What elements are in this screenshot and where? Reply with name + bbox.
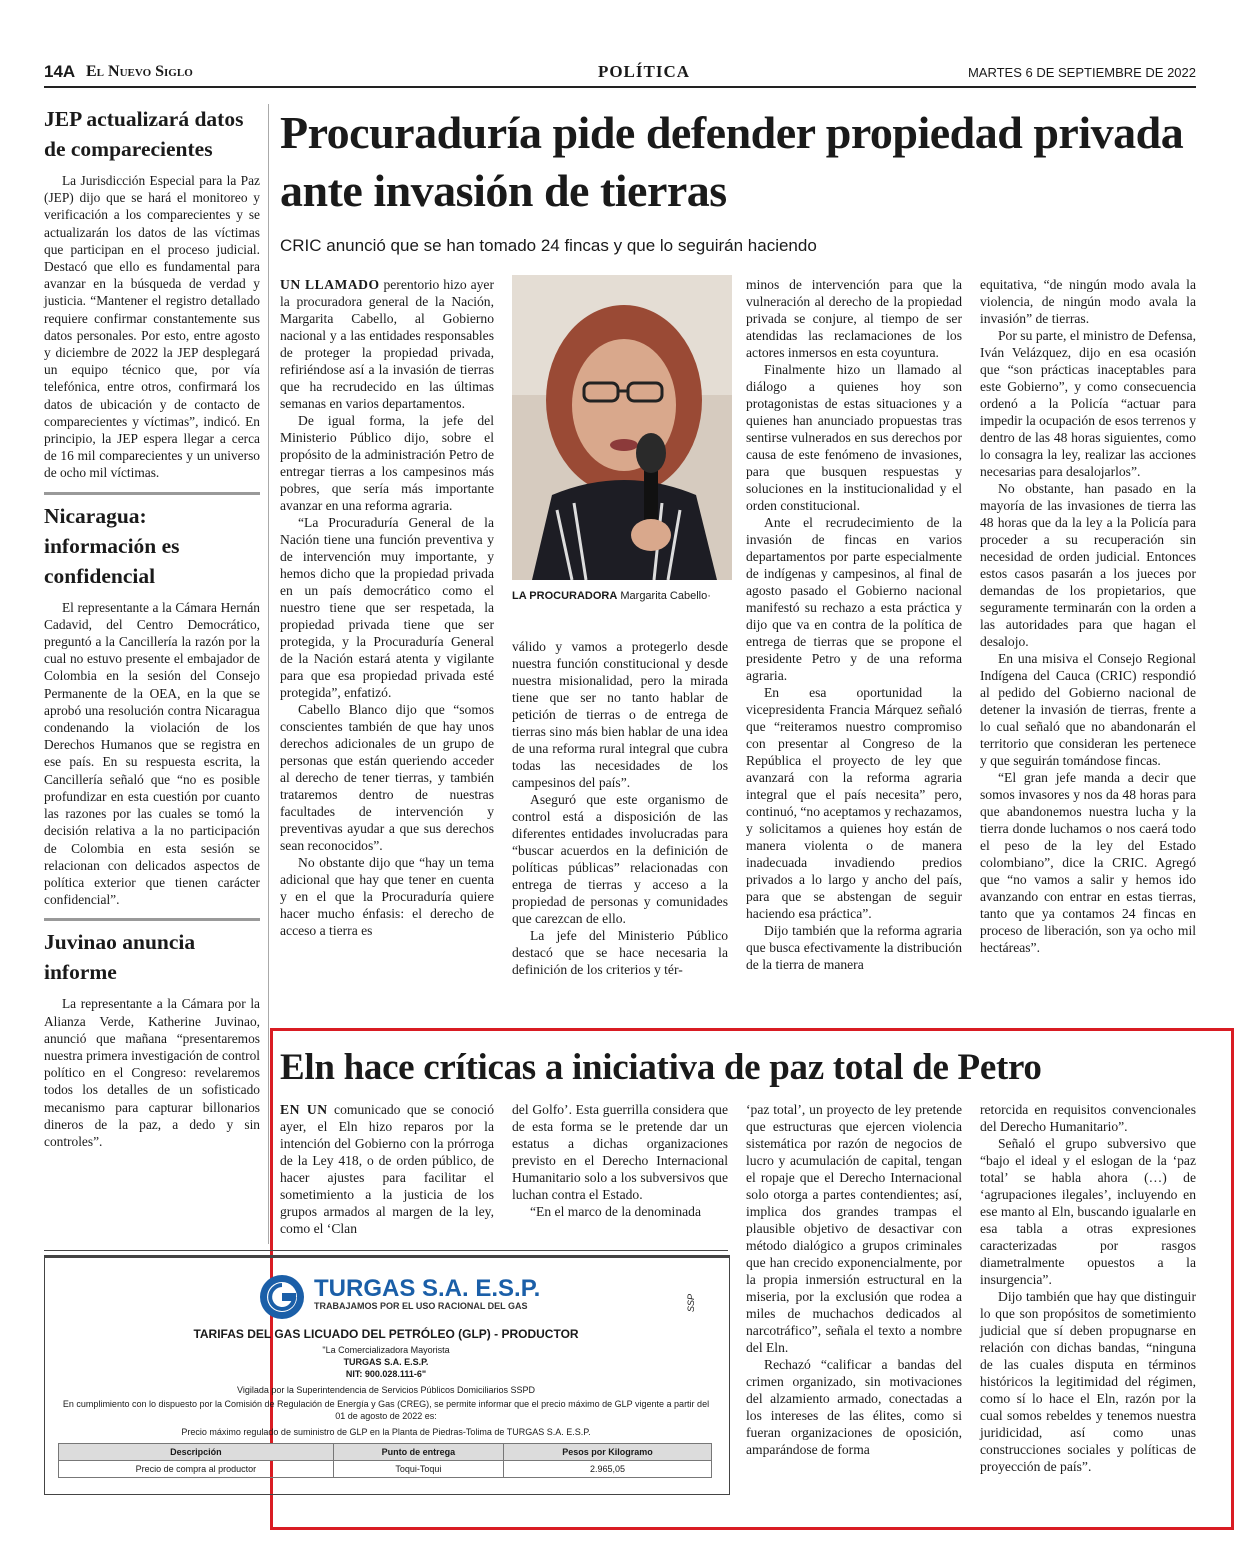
price-table	[58, 1443, 712, 1478]
column-header: Descripción	[59, 1444, 334, 1461]
turgas-logo-icon	[258, 1273, 306, 1321]
article-paragraph: Rechazó “calificar a bandas del crimen organizado, sin motivaciones del alzamiento armado, conectadas a los intereses de las élites, como si fueran organizaciones de oposición, amparándose de forma	[746, 1357, 962, 1457]
column-divider	[268, 104, 269, 1244]
second-article-column-4	[980, 1101, 1196, 1475]
ad-title: TARIFAS DEL GAS LICUADO DEL PETRÓLEO (GLP) - PRODUCTOR	[193, 1327, 579, 1341]
main-article-column-3	[746, 276, 962, 973]
article-paragraph: minos de intervención para que la vulneración al derecho de la propiedad privada se conjure, al tiempo de ser atendidas las reclamaciones de los actores inmersos en esta coyuntura.	[746, 277, 962, 360]
main-headline: Procuraduría pide defender propiedad privada ante invasión de tierras	[280, 107, 1184, 216]
table-cell: 2.965,05	[503, 1461, 711, 1478]
second-article-column-1	[280, 1101, 494, 1237]
sidebar-briefs	[44, 104, 260, 1244]
article-paragraph: Por su parte, el ministro de Defensa, Iván Velázquez, dijo en esa ocasión que “son prácticas inaceptables para este Gobierno”, y como consecuencia ordenó a la Policía “actuar para impedir la ocupación de esos terrenos y dentro de las 48 horas siguientes, como lo consagra la ley, realizar las acciones necesarias para desalojarlos”.	[980, 328, 1196, 479]
newspaper-name: El Nuevo Siglo	[86, 63, 193, 80]
article-paragraph: Dijo también que la reforma agraria que busca efectivamente la distribución de la tierra de manera	[746, 923, 962, 972]
second-article-column-3	[746, 1101, 962, 1458]
page-number: 14A	[44, 62, 76, 81]
brief-title-nicaragua: Nicaragua: información es confidencial	[44, 503, 180, 588]
brief-text-jep: La Jurisdicción Especial para la Paz (JEP) dijo que se hará el monitoreo y verificación a los comparecientes y se actualizarán los datos de las víctimas que participan en el proceso judicial. Destacó que ello es fundamental para avanzar en la búsqueda de verdad y justicia. “Mantener el registro detallado requiere confirmar constantemente sus datos personales. Por esto, entre agosto y diciembre de 2022 la JEP desplegará un equipo técnico que, por vía telefónica, entre otros, confirmará los datos de ubicación y de contacto de comparecientes y víctimas”, indicó. En principio, la JEP espera llegar a cerca de 16 mil comparecientes y un universo de ocho mil víctimas.	[44, 173, 260, 481]
article-paragraph: equitativa, “de ningún modo avala la violencia, de ningún modo avala la invasión” de tierras.	[980, 277, 1196, 326]
ad-line: Precio máximo regulado de suministro de GLP en la Planta de Piedras-Tolima de TURGAS S.A. E.S.P.	[181, 1427, 591, 1437]
second-article-column-2	[512, 1101, 728, 1220]
table-header-row	[59, 1444, 712, 1461]
main-subheadline: CRIC anunció que se han tomado 24 fincas y que lo seguirán haciendo	[280, 236, 817, 255]
ad-line: "La Comercializadora Mayorista	[322, 1345, 450, 1355]
article-paragraph: válido y vamos a protegerlo desde nuestra función constitucional y desde nuestra misionalidad, pero la mirada tiene que ser no tanto hablar de petición de tierras o de entrega de tierras sino más bien hablar de una idea de una reforma rural integral que cubra todas las necesidades de los campesinos del país”.	[512, 639, 728, 790]
second-headline: Eln hace críticas a iniciativa de paz total de Petro	[280, 1047, 1042, 1088]
article-paragraph: ‘paz total’, un proyecto de ley pretende que estructuras que ejercen violencia sistemática por razón de negocios de lucro y acumulación de capital, tengan el ropaje que el Derecho Internacional solo otorga a partes contendientes; así, implica dos grandes trampas el plausible objetivo de desactivar con método dialógico a grupos criminales que han crecido exponencialmente, por la propia inmersión estructural en la miseria, por la exclusión que rodea a miles de muchachos dedicados al narcotráfico”, señala el texto a nombre del Eln.	[746, 1102, 962, 1355]
table-cell: Toqui-Toqui	[333, 1461, 503, 1478]
article-paragraph: En una misiva el Consejo Regional Indígena del Cauca (CRIC) respondió al pedido del Gobierno nacional de detener la invasión de tierras, frente a lo cual señaló que no abandonarán el territorio que consideran les pertenece y que seguirán tomándose fincas.	[980, 651, 1196, 768]
article-paragraph: Señaló el grupo subversivo que “bajo el ideal y el eslogan de la ‘paz total’ se habla ahora (…) de ‘agrupaciones ilegales’, incluyendo en ese manto al Eln, buscando igualarle en esa tabla a otras expresiones caracterizadas por rasgos diametralmente opuestos a la insurgencia”.	[980, 1136, 1196, 1287]
main-article-column-4	[980, 276, 1196, 956]
ssp-mark: SSP	[686, 1293, 696, 1312]
article-paragraph: “El gran jefe manda a decir que somos invasores y nos da 48 horas para que abandonemos nuestra lucha y la tierra donde luchamos o nos caerá todo el peso de la ley del Estado colombiano”, dice la CRIC. Agregó que “no vamos a salir y hemos ido avanzando con entrar en estas tierras, tanto que ya contamos 24 fincas en proceso de liberación, son ya ocho mil hectáreas”.	[980, 770, 1196, 955]
brief-divider	[44, 492, 260, 495]
header-divider	[44, 86, 1196, 88]
ad-line: En cumplimiento con lo dispuesto por la Comisión de Regulación de Energía y Gas (CREG), se permite informar que el precio máximo de GLP vigente a partir del 01 de agosto de 2022 es:	[62, 1399, 710, 1421]
brief-divider	[44, 918, 260, 921]
ad-line: NIT: 900.028.111-6"	[345, 1369, 427, 1379]
brief-text-nicaragua: El representante a la Cámara Hernán Cadavid, del Centro Democrático, preguntó a la Cancillería la razón por la cual no estuvo presente el embajador de Colombia en la sesión del Consejo Permanente de la OEA, en la que se aprobó una resolución contra Nicaragua condenando la violación de los Derechos Humanos que se registra en ese país. En su respuesta escrita, la Cancillería señaló que “no es posible profundizar en esta cuestión por cuanto las razones por las cuales se tomó la decisión relativa a la no participación de Colombia en esta sesión se relacionan con delicados aspectos de política exterior que tienen carácter confidencial”.	[44, 599, 260, 908]
caption-text: Margarita Cabello·	[620, 590, 711, 602]
ad-line: Vigilada por la Superintendencia de Servicios Públicos Domiciliarios SSPD	[237, 1385, 535, 1395]
article-paragraph: Cabello Blanco dijo que “somos conscientes también de que hay unos derechos adicionales de un grupo de personas que están queriendo acceder al derecho de tener tierras, y también trataremos dentro de nuestras facultades de intervención y preventivas ayudar a que sus derechos sean reconocidos”.	[280, 702, 494, 853]
article-paragraph: Finalmente hizo un llamado al diálogo a quienes hoy son protagonistas de estas situaciones y a quienes han anunciado propuestas tras sentirse vulnerados en sus derechos por causa de este fenómeno de invasiones, para que busquen respuestas y soluciones en la institucionalidad y el orden constitucional.	[746, 362, 962, 513]
brief-title-jep: JEP actualizará datos de comparecientes	[44, 107, 244, 161]
ad-company-name: TURGAS S.A. E.S.P.	[314, 1275, 541, 1302]
article-paragraph: retorcida en requisitos convencionales del Derecho Humanitario”.	[980, 1102, 1196, 1134]
article-paragraph: De igual forma, la jefe del Ministerio Público dijo, sobre el propósito de la administración Petro de entregar tierras a los campesinos más pobres, que sería más importante avanzar en una reforma agraria.	[280, 413, 494, 513]
lead-words: EN UN	[280, 1102, 328, 1117]
article-paragraph: EN UN comunicado que se conoció ayer, el Eln hizo reparos por la intención del Gobierno con la prórroga de la Ley 418, o de orden público, de hacer ajustes para facilitar el sometimiento a la justicia de los grupos armados al margen de la ley, como el ‘Clan	[280, 1102, 494, 1236]
column-header: Pesos por Kilogramo	[503, 1444, 711, 1461]
article-paragraph: Dijo también que hay que distinguir lo que son propósitos de sometimiento judicial que sí deben propugnarse en relación con dichas bandas, “ninguna de las cuales disputa en términos históricos la legitimidad del régimen, como sí lo hace el Eln, razón por la cual somos rebeldes y tenemos nuestra juridicidad, así como unas construcciones sociales y políticas de proyección de país”.	[980, 1289, 1196, 1474]
page-header	[44, 62, 1196, 84]
section-name: POLÍTICA	[597, 62, 691, 81]
ad-top-rule	[44, 1250, 728, 1251]
brief-title-juvinao: Juvinao anuncia informe	[44, 930, 196, 985]
caption-label: LA PROCURADORA	[512, 590, 618, 602]
lead-words: UN LLAMADO	[280, 277, 380, 292]
portrait-image	[512, 275, 732, 580]
article-paragraph: No obstante dijo que “hay un tema adicional que hay que tener en cuenta y en el que la Procuraduría quiere hacer mucho énfasis: el derecho de acceso a tierra es	[280, 855, 494, 938]
photo-caption	[512, 588, 732, 604]
article-paragraph: La jefe del Ministerio Público destacó que se hace necesaria la definición de los criterios y tér-	[512, 928, 728, 977]
article-paragraph: Ante el recrudecimiento de la invasión de fincas en varios departamentos por parte especialmente de indígenas y campesinos, al final de agosto pasado el Gobierno nacional manifestó su rechazo a esta práctica y dijo que va en contra de la política de entrega de tierras que se propone el presidente Petro y de una reforma agraria.	[746, 515, 962, 683]
article-paragraph: Aseguró que este organismo de control está a disposición de las diferentes entidades involucradas para “buscar acuerdos en la definición de políticas públicas” relacionadas con entrega de tierras y acceso a la propiedad de personas y comunidades que carezcan de ello.	[512, 792, 728, 926]
article-paragraph: UN LLAMADO perentorio hizo ayer la procuradora general de la Nación, Margarita Cabello, al Gobierno nacional y a las entidades responsables de proteger la propiedad privada, refiriéndose así a la invasión de tierras que ha recrudecido en las últimas semanas en varios departamentos.	[280, 277, 494, 411]
article-paragraph: “En el marco de la denominada	[530, 1204, 701, 1219]
article-paragraph: No obstante, han pasado en la mayoría de las invasiones de tierra las 48 horas que da la ley a la Policía para proceder a su recuperación sin necesidad de orden judicial. Entonces estos casos pasarán a los jueces por demandas de los propietarios, que seguramente terminarán con la orden a las autoridades para que hagan el desalojo.	[980, 481, 1196, 649]
main-article-column-2	[512, 638, 728, 978]
brief-text-juvinao: La representante a la Cámara por la Alianza Verde, Katherine Juvinao, anunció que mañana “presentaremos nuestra primera investigación de control político en el Congreso: revelaremos todos los detalles de un sofisticado mecanismo para capturar billonarios dineros de la paz, a dedo y sin controles”.	[44, 996, 260, 1149]
publication-date: MARTES 6 DE SEPTIEMBRE DE 2022	[967, 65, 1196, 80]
table-row	[59, 1461, 712, 1478]
article-paragraph: En esa oportunidad la vicepresidenta Francia Márquez señaló que “reiteramos nuestro compromiso con presentar al Congreso de la República el proyecto de ley que avanzará con la reforma agraria integral que el país necesita” pero, continuó, “no aceptamos y rechazamos, y solicitamos a quienes hoy están de manera violenta o de manera inadecuada invadiendo predios privados a lo largo y ancho del país, para que se abstengan de seguir haciendo esa práctica”.	[746, 685, 962, 921]
article-paragraph: “La Procuraduría General de la Nación tiene una función preventiva y de intervención muy importante, y hemos dicho que la propiedad privada en un país democrático como el nuestro tiene que ser respetada, la propiedad privada tiene que ser protegida, y la Procuraduría General de la Nación estará atenta y vigilante para que esa propiedad privada esté protegida”, enfatizó.	[280, 515, 494, 700]
article-paragraph: del Golfo’. Esta guerrilla considera que de esta forma se le pretende dar un estatus a dichas organizaciones previsto en el Derecho Internacional Humanitario solo a los subversivos que luchan contra el Estado.	[512, 1102, 728, 1202]
ad-line: TURGAS S.A. E.S.P.	[343, 1357, 429, 1367]
column-header: Punto de entrega	[333, 1444, 503, 1461]
ad-slogan: TRABAJAMOS POR EL USO RACIONAL DEL GAS	[314, 1301, 528, 1311]
main-article-column-1	[280, 276, 494, 939]
table-cell: Precio de compra al productor	[59, 1461, 334, 1478]
photo-procuradora	[512, 275, 732, 580]
